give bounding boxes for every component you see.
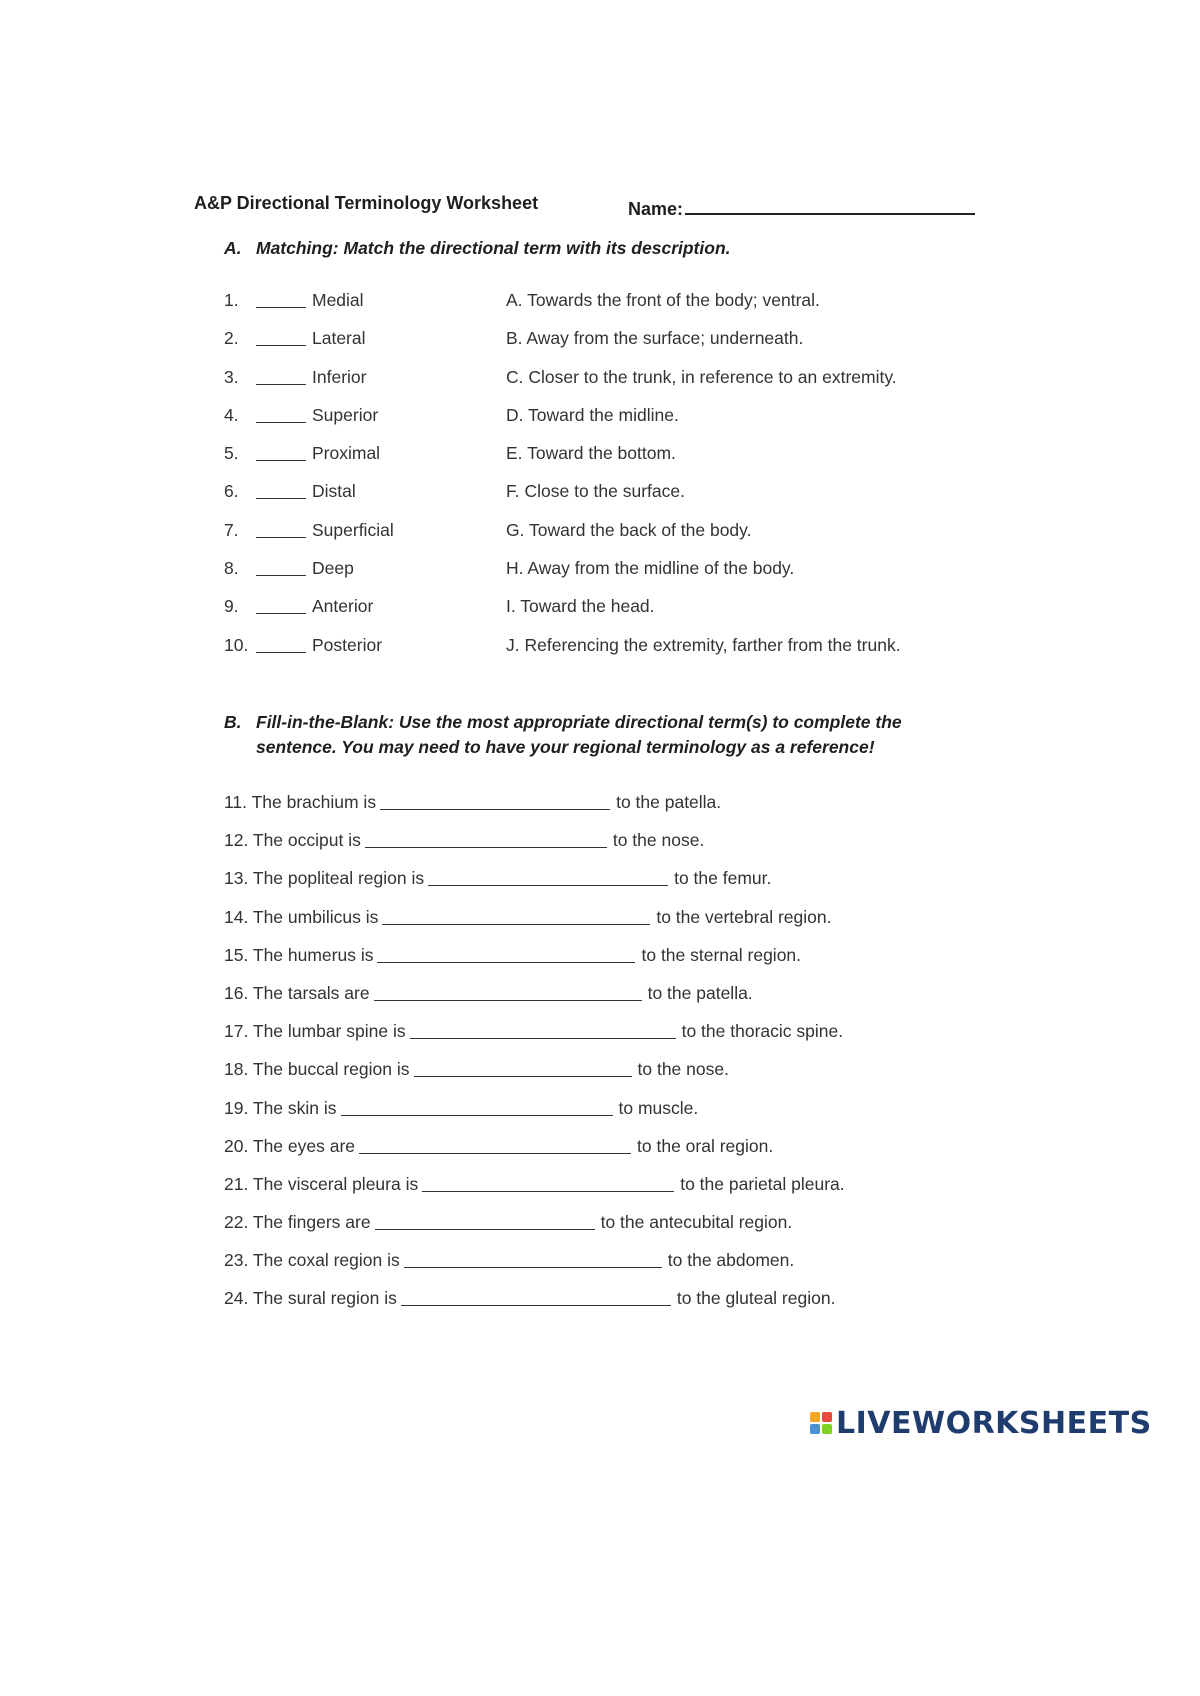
term-label: Superficial <box>312 519 394 540</box>
fill-blank[interactable] <box>428 868 668 886</box>
fill-in-item <box>224 1174 984 1212</box>
matching-list <box>224 290 984 673</box>
section-a-letter: A. <box>224 238 242 258</box>
term-label: Distal <box>312 481 356 502</box>
description-label: H. Away from the midline of the body. <box>506 558 795 579</box>
fill-in-item <box>224 1250 984 1288</box>
term-label: Medial <box>312 290 364 310</box>
answer-blank[interactable] <box>256 422 306 423</box>
matching-item <box>224 596 984 634</box>
answer-blank[interactable] <box>256 613 306 614</box>
logo-square <box>810 1412 820 1422</box>
sentence-start: 12. The occiput is <box>224 830 361 851</box>
fill-blank[interactable] <box>422 1174 674 1192</box>
matching-item <box>224 635 984 673</box>
fill-in-blank-list <box>224 792 984 1327</box>
sentence-start: 16. The tarsals are <box>224 982 370 1003</box>
fill-in-item <box>224 907 984 945</box>
item-number: 3. <box>224 366 239 387</box>
sentence-end: to the vertebral region. <box>656 906 832 927</box>
fill-blank[interactable] <box>365 830 607 848</box>
item-number: 1. <box>224 290 239 310</box>
matching-item <box>224 328 984 366</box>
sentence-start: 19. The skin is <box>224 1097 337 1118</box>
term-label: Superior <box>312 404 379 425</box>
description-label: C. Closer to the trunk, in reference to an extremity. <box>506 366 897 387</box>
answer-blank[interactable] <box>256 345 306 346</box>
fill-blank[interactable] <box>341 1098 613 1116</box>
fill-in-item <box>224 1021 984 1059</box>
term-label: Posterior <box>312 634 383 655</box>
matching-item <box>224 290 984 328</box>
answer-blank[interactable] <box>256 307 306 308</box>
logo-square <box>810 1424 820 1434</box>
sentence-end: to the gluteal region. <box>676 1288 836 1309</box>
worksheet-title: A&P Directional Terminology Worksheet <box>194 193 539 213</box>
item-number: 7. <box>224 519 239 540</box>
fill-in-item <box>224 792 984 830</box>
logo-square <box>822 1424 832 1434</box>
item-number: 5. <box>224 443 239 464</box>
answer-blank[interactable] <box>256 460 306 461</box>
sentence-start: 22. The fingers are <box>224 1212 371 1233</box>
sentence-end: to the nose. <box>612 830 705 851</box>
description-label: D. Toward the midline. <box>506 404 679 425</box>
fill-blank[interactable] <box>380 792 610 810</box>
sentence-start: 24. The sural region is <box>224 1288 397 1309</box>
term-label: Lateral <box>312 328 366 349</box>
answer-blank[interactable] <box>256 652 306 653</box>
answer-blank[interactable] <box>256 537 306 538</box>
sentence-end: to the antecubital region. <box>600 1212 793 1233</box>
matching-item <box>224 367 984 405</box>
fill-in-item <box>224 1212 984 1250</box>
fill-in-item <box>224 1098 984 1136</box>
section-a-instructions: Matching: Match the directional term with its description. <box>256 238 731 258</box>
section-a-heading <box>224 238 731 259</box>
fill-in-item <box>224 945 984 983</box>
sentence-end: to the thoracic spine. <box>681 1021 844 1042</box>
term-label: Anterior <box>312 596 374 617</box>
term-label: Inferior <box>312 366 367 387</box>
description-label: G. Toward the back of the body. <box>506 519 752 540</box>
item-number: 2. <box>224 328 239 349</box>
sentence-start: 15. The humerus is <box>224 944 374 965</box>
answer-blank[interactable] <box>256 575 306 576</box>
sentence-start: 17. The lumbar spine is <box>224 1021 406 1042</box>
sentence-end: to the patella. <box>616 792 722 812</box>
item-number: 6. <box>224 481 239 502</box>
section-b-instructions-line2: sentence. You may need to have your regional terminology as a reference! <box>256 737 875 757</box>
answer-blank[interactable] <box>256 384 306 385</box>
item-number: 4. <box>224 404 239 425</box>
fill-blank[interactable] <box>401 1288 671 1306</box>
name-field <box>628 193 975 220</box>
section-b-instructions-line1: Fill-in-the-Blank: Use the most appropriate directional term(s) to complete the <box>256 712 902 732</box>
description-label: E. Toward the bottom. <box>506 443 676 464</box>
fill-in-item <box>224 983 984 1021</box>
item-number: 10. <box>224 634 249 655</box>
fill-blank[interactable] <box>382 907 650 925</box>
sentence-end: to the abdomen. <box>667 1250 795 1271</box>
matching-item <box>224 558 984 596</box>
matching-item <box>224 405 984 443</box>
sentence-end: to the femur. <box>674 868 772 889</box>
item-number: 9. <box>224 596 239 617</box>
sentence-end: to the nose. <box>637 1059 729 1080</box>
term-label: Proximal <box>312 443 381 464</box>
liveworksheets-logo-icon <box>810 1412 832 1434</box>
fill-in-item <box>224 830 984 868</box>
sentence-end: to muscle. <box>618 1097 699 1118</box>
fill-in-item <box>224 868 984 906</box>
fill-blank[interactable] <box>414 1059 632 1077</box>
fill-blank[interactable] <box>404 1250 662 1268</box>
sentence-start: 13. The popliteal region is <box>224 868 425 889</box>
sentence-start: 23. The coxal region is <box>224 1250 400 1271</box>
sentence-end: to the oral region. <box>637 1135 774 1156</box>
fill-blank[interactable] <box>377 945 635 963</box>
answer-blank[interactable] <box>256 498 306 499</box>
description-label: I. Toward the head. <box>506 596 655 617</box>
matching-item <box>224 443 984 481</box>
sentence-start: 14. The umbilicus is <box>224 906 379 927</box>
description-label: A. Towards the front of the body; ventral. <box>506 290 820 310</box>
name-blank[interactable] <box>685 193 975 215</box>
fill-in-item <box>224 1059 984 1097</box>
fill-blank[interactable] <box>374 983 642 1001</box>
item-number: 8. <box>224 558 239 579</box>
sentence-start: 20. The eyes are <box>224 1135 356 1156</box>
sentence-end: to the patella. <box>647 982 753 1003</box>
fill-in-item <box>224 1288 984 1326</box>
term-label: Deep <box>312 558 354 579</box>
section-b-letter: B. <box>224 712 242 732</box>
sentence-end: to the sternal region. <box>641 944 802 965</box>
fill-blank[interactable] <box>375 1212 595 1230</box>
name-label: Name: <box>628 199 684 219</box>
description-label: F. Close to the surface. <box>506 481 685 502</box>
sentence-start: 21. The visceral pleura is <box>224 1173 419 1194</box>
sentence-start: 11. The brachium is <box>224 792 377 812</box>
description-label: B. Away from the surface; underneath. <box>506 328 804 349</box>
logo-text: LIVEWORKSHEETS <box>836 1405 1152 1441</box>
fill-in-item <box>224 1136 984 1174</box>
fill-blank[interactable] <box>359 1136 631 1154</box>
logo-square <box>822 1412 832 1422</box>
section-b-heading <box>224 712 902 758</box>
sentence-end: to the parietal pleura. <box>680 1173 845 1194</box>
description-label: J. Referencing the extremity, farther from the trunk. <box>506 634 901 655</box>
sentence-start: 18. The buccal region is <box>224 1059 410 1080</box>
liveworksheets-logo <box>810 1406 1152 1440</box>
fill-blank[interactable] <box>410 1021 676 1039</box>
matching-item <box>224 520 984 558</box>
matching-item <box>224 481 984 519</box>
